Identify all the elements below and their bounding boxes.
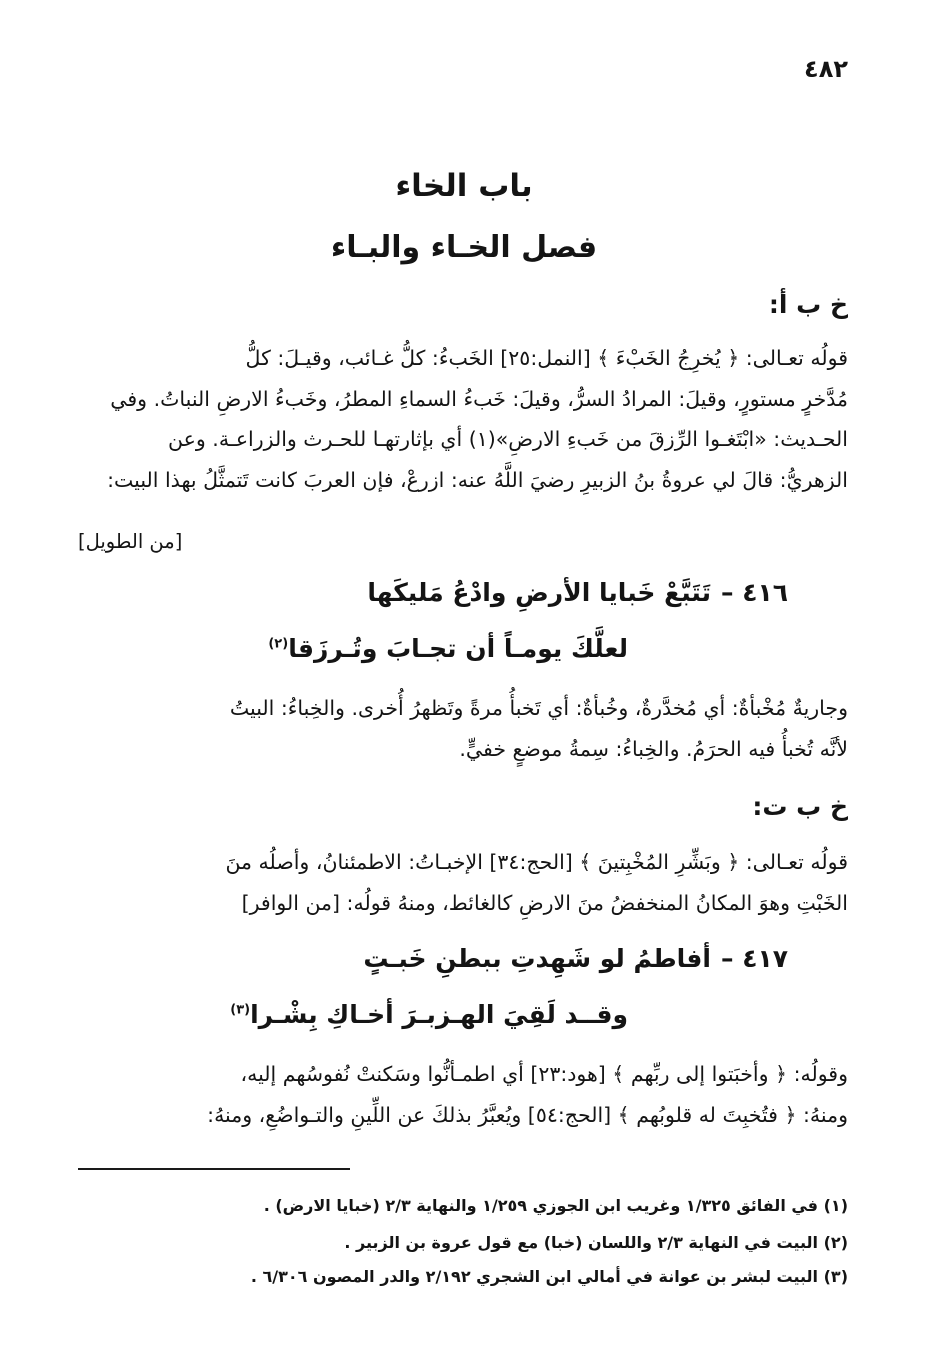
footnote: (٣) البيت لبشر بن عوانة في أمالي ابن الشجري ٢/١٩٢ والدر المصون ٦/٣٠٦ . [250,1267,848,1286]
text-line: وجاريةٌ مُخْبأةٌ: أي مُخدَّرةٌ، وخُبأةٌ: أي تَخبأُ مرةً وتَظهرُ أُخرى. والخِباءُ: البيتُ [229,696,848,720]
verse-line-2 [268,634,628,663]
text-line: الحـديث: «ابْتَغـوا الرِّزقَ من خَبءِ الارضِ»(١) أي بإثارتهـا للحـرث والزراعـة. وعن [168,427,848,451]
verse-line-1 [367,578,788,607]
text-line: الخَبْتِ وهوَ المكانُ المنخفضُ منَ الارضِ كالغائط، ومنهُ قولُه: [من الوافر] [241,890,848,915]
verse-hemistich: تَتَبَّعْ خَبايا الأرضِ وادْعُ مَليكَها [367,578,711,607]
footnote-divider [78,1168,350,1170]
verse-hemistich: وقــد لَقِيَ الهـزبـرَ أخـاكِ بِشْـرا [250,1000,628,1029]
text-line: الزهريُّ: قالَ لي عروةُ بنُ الزبيرِ رضيَ اللَّهُ عنه: ازرعْ، فإن العربَ كانت تَتمثَّلُ بهذا البيت: [107,467,848,492]
verse-number: ٤١٦ – [721,578,788,607]
page-number: ٤٨٢ [804,55,848,83]
root-heading: خ ب أ: [768,290,848,319]
meter-label: [من الطويل] [78,530,183,553]
verse-line-2 [230,1000,628,1029]
verse-number: ٤١٧ – [721,944,788,973]
verse-line-1 [363,944,788,973]
footnote: (١) في الفائق ١/٣٢٥ وغريب ابن الجوزي ١/٢٥٩ والنهاية ٢/٣ (خبايا الارض) . [263,1196,848,1215]
chapter-title: باب الخاء [395,168,533,204]
text-line: مُدَّخرٍ مستورٍ، وقيلَ: المرادُ السرُّ، وقيلَ: خَبءُ السماءِ المطرُ، وخَبءُ الارضِ النباتُ. وفي [110,386,848,411]
footnote-ref: (٣) [230,1002,251,1018]
text-line: قولُه تعـالى: ﴿ يُخرِجُ الخَبْءَ ﴾ [النمل:٢٥] الخَبءُ: كلُّ غـائب، وقيـلَ: كلُّ [245,346,848,370]
entry-paragraph [78,338,848,500]
text-line: وقولُه: ﴿ وأخبَتوا إلى ربِّهم ﴾ [هود:٢٣] أي اطمـأنُّوا وسَكنتْ نُفوسُهم إليه، [240,1062,848,1086]
verse-hemistich: أفاطمُ لو شَهِدتِ ببطنِ خَبـتٍ [363,944,711,973]
text-line: ومنهُ: ﴿ فتُخبِتَ له قلوبُهم ﴾ [الحج:٥٤] ويُعبَّرُ بذلكَ عن اللِّينِ والتـواضُعِ، ومنهُ: [207,1102,848,1127]
entry-paragraph [78,1054,848,1135]
section-title: فصل الخـاء والبـاء [330,230,598,265]
footnote-ref: (٢) [268,636,289,652]
root-heading: خ ب ت: [752,792,848,821]
footnote: (٢) البيت في النهاية ٢/٣ واللسان (خبا) مع قول عروة بن الزبير . [344,1233,848,1252]
text-line: لأنَّه تُخبأُ فيه الحرَمُ. والخِباءُ: سِمةُ موضعٍ خفيٍّ. [459,736,848,761]
verse-hemistich: لعلَّكَ يومـاً أن تجـابَ وتُـرزَقا [288,634,628,663]
text-line: قولُه تعـالى: ﴿ وبَشِّرِ المُخْبِتينَ ﴾ [الحج:٣٤] الإخبـاتُ: الاطمئنانُ، وأصلُه منَ [225,850,848,874]
entry-paragraph [78,688,848,769]
entry-paragraph [78,842,848,923]
